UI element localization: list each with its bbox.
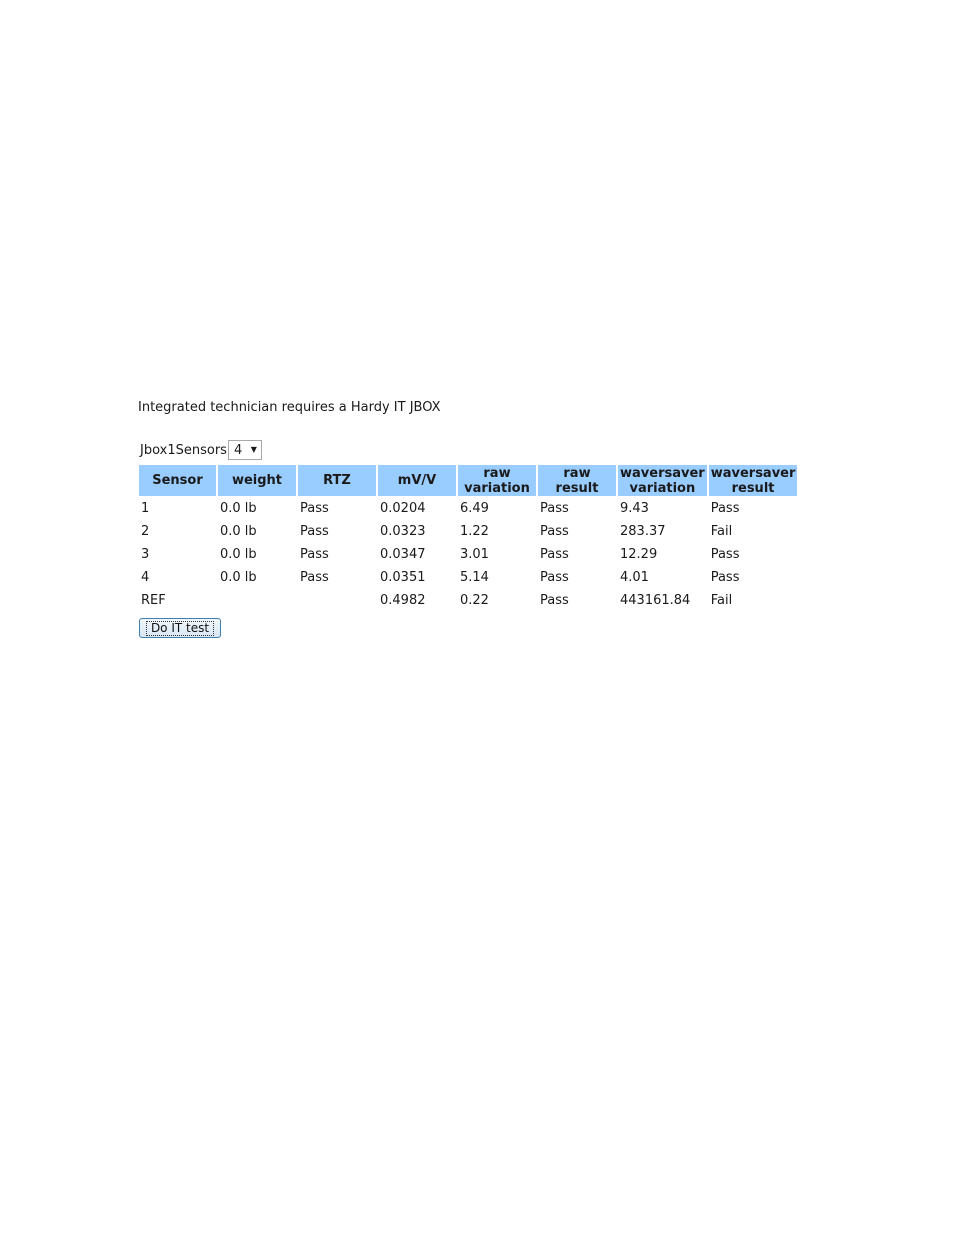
table-cell: Pass	[710, 547, 740, 562]
table-cell: Pass	[540, 524, 569, 539]
table-cell: Fail	[710, 593, 733, 608]
table-cell: 0.0204	[380, 501, 426, 516]
it-jbox-notice: Integrated technician requires a Hardy IT JBOX	[138, 400, 441, 415]
table-cell	[218, 590, 296, 611]
column-header: RTZ	[298, 465, 376, 496]
table-cell: Fail	[710, 524, 733, 539]
column-header: mV/V	[378, 465, 456, 496]
table-cell: 12.29	[620, 547, 658, 562]
table-cell: 0.0323	[380, 524, 426, 539]
table-cell: 0.0 lb	[220, 547, 257, 562]
sensor-count-value: 4	[233, 442, 243, 458]
dropdown-arrow-icon: ▼	[250, 445, 257, 454]
sensor-count-select[interactable]	[228, 440, 262, 460]
table-header-row	[139, 465, 797, 496]
table-cell: Pass	[300, 501, 329, 516]
table-cell: 4	[141, 570, 150, 585]
table-cell: 3.01	[460, 547, 489, 562]
sensor-results-table	[137, 463, 799, 613]
table-cell: 4.01	[620, 570, 649, 585]
table-row	[139, 498, 797, 519]
table-cell: Pass	[540, 593, 569, 608]
sensor-count-label: Jbox1Sensors	[140, 442, 227, 458]
table-cell: 9.43	[620, 501, 649, 516]
table-cell: 0.0 lb	[220, 524, 257, 539]
table-cell: 283.37	[620, 524, 666, 539]
sensor-count-row	[140, 439, 262, 461]
table-cell: 0.4982	[380, 593, 426, 608]
table-cell: 0.0 lb	[220, 501, 257, 516]
column-header: weight	[218, 465, 296, 496]
table-cell: 5.14	[460, 570, 489, 585]
table-cell: 3	[141, 547, 150, 562]
table-cell: 0.0347	[380, 547, 426, 562]
table-cell: 0.22	[460, 593, 489, 608]
table-cell: Pass	[300, 524, 329, 539]
table-cell	[298, 590, 376, 611]
table-cell: 443161.84	[620, 593, 691, 608]
table-cell: 1.22	[460, 524, 489, 539]
table-row	[139, 590, 797, 611]
column-header: raw result	[538, 465, 616, 496]
column-header: waversaver result	[710, 465, 796, 496]
table-cell: 0.0 lb	[220, 570, 257, 585]
table-row	[139, 521, 797, 542]
table-row	[139, 544, 797, 565]
table-cell: 1	[141, 501, 150, 516]
column-header: Sensor	[139, 465, 216, 496]
column-header: waversaver variation	[620, 465, 705, 496]
table-cell: Pass	[540, 547, 569, 562]
table-cell: Pass	[710, 570, 740, 585]
table-cell: 6.49	[460, 501, 489, 516]
table-cell: REF	[141, 593, 166, 608]
table-cell: Pass	[300, 547, 329, 562]
column-header: raw variation	[458, 465, 536, 496]
do-it-test-label: Do IT test	[146, 621, 214, 636]
table-cell: Pass	[710, 501, 740, 516]
table-row	[139, 567, 797, 588]
table-cell: Pass	[540, 501, 569, 516]
table-cell: 0.0351	[380, 570, 426, 585]
table-cell: 2	[141, 524, 150, 539]
table-cell: Pass	[300, 570, 329, 585]
do-it-test-button[interactable]	[139, 618, 221, 638]
table-cell: Pass	[540, 570, 569, 585]
